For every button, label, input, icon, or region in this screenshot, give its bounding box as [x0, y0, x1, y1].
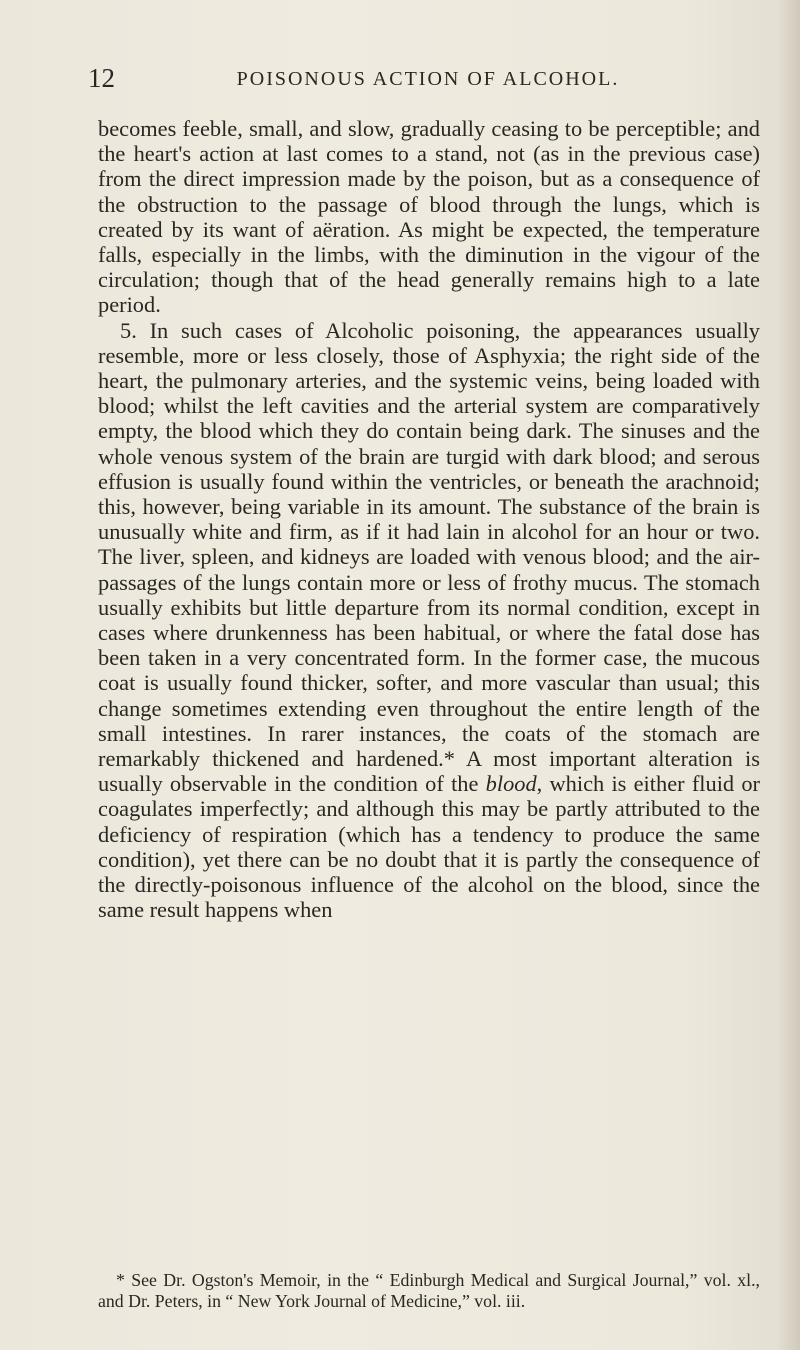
page-edge-shadow: [778, 0, 800, 1350]
page-number: 12: [88, 63, 115, 93]
footnote: [98, 1270, 760, 1312]
running-title: POISONOUS ACTION OF ALCOHOL.: [236, 68, 620, 90]
paragraph-text: becomes feeble, small, and slow, gradually ceasing to be perceptible; and the heart's action at last comes to a stand, not (as in the previous case) from the direct impression made by the poison, but as a consequence of the obstruction to the passage of blood through the lungs, which is created by its want of aëration. As might be expected, the temperature falls, especially in the limbs, with the diminution in the vigour of the circulation; though that of the head generally remains high to a late period.: [98, 116, 760, 318]
emphasis-blood: blood: [485, 771, 537, 797]
paragraph-continuation: [98, 116, 760, 318]
paragraph-5: [98, 318, 760, 923]
page-header: [88, 58, 768, 98]
paragraph-text: 5. In such cases of Alcoholic poisoning, the appearances usually resemble, more or less closely, those of Asphyxia; the right side of the heart, the pulmonary arteries, and the systemic veins, being loaded with blood; whilst the left cavities and the arterial system are comparatively empty, the blood which they do contain being dark. The sinuses and the whole venous system of the brain are turgid with dark blood; and serous effusion is usually found within the ventricles, or beneath the arachnoid; this, however, being variable in its amount. The substance of the brain is unusually white and firm, as if it had lain in alcohol for an hour or two. The liver, spleen, and kidneys are loaded with venous blood; and the air-passages of the lungs contain more or less of frothy mucus. The stomach usually exhibits but little departure from its normal condition, except in cases where drunkenness has been habitual, or where the fatal dose has been taken in a very concentrated form. In the former case, the mucous coat is usually found thicker, softer, and more vascular than usual; this change sometimes extending even throughout the entire length of the small intestines. In rarer instances, the coats of the stomach are remarkably thickened and hardened.* A most important alteration is usually observable in the condition of the: [98, 317, 760, 797]
footnote-text: * See Dr. Ogston's Memoir, in the “ Edinburgh Medical and Surgical Journal,” vol. xl., and Dr. Peters, in “ New York Journal of Medicine,” vol. iii.: [98, 1270, 760, 1311]
body-text: [98, 116, 760, 923]
paragraph-text: , which is either fluid or coagulates imperfectly; and although this may be partly attributed to the deficiency of respiration (which has a tendency to produce the same condition), yet there can be no doubt that it is partly the consequence of the directly-poisonous influence of the alcohol on the blood, since the same result happens when: [98, 771, 760, 923]
